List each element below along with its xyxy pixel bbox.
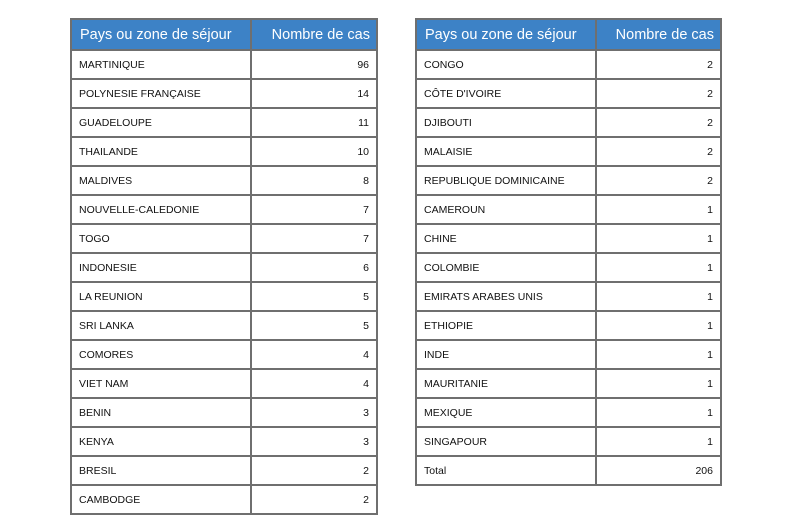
country-cell: REPUBLIQUE DOMINICAINE xyxy=(416,166,596,195)
count-cell: 3 xyxy=(251,398,377,427)
cases-table-left xyxy=(70,18,378,515)
table-row xyxy=(71,224,377,253)
table-row xyxy=(71,108,377,137)
column-header-country: Pays ou zone de séjour xyxy=(416,19,596,50)
column-header-country: Pays ou zone de séjour xyxy=(71,19,251,50)
table-row xyxy=(416,50,721,79)
table-row xyxy=(71,485,377,514)
table-row xyxy=(71,340,377,369)
table-row xyxy=(416,166,721,195)
count-cell: 4 xyxy=(251,369,377,398)
country-cell: MEXIQUE xyxy=(416,398,596,427)
country-cell: SRI LANKA xyxy=(71,311,251,340)
country-cell: SINGAPOUR xyxy=(416,427,596,456)
country-cell: ETHIOPIE xyxy=(416,311,596,340)
table-row xyxy=(71,166,377,195)
table-row xyxy=(416,282,721,311)
count-cell: 5 xyxy=(251,311,377,340)
table-row xyxy=(416,340,721,369)
country-cell: EMIRATS ARABES UNIS xyxy=(416,282,596,311)
table-row xyxy=(71,195,377,224)
table-row xyxy=(416,224,721,253)
table-row xyxy=(71,427,377,456)
table-row xyxy=(71,253,377,282)
table-row xyxy=(416,108,721,137)
country-cell: THAILANDE xyxy=(71,137,251,166)
country-cell: MALDIVES xyxy=(71,166,251,195)
country-cell: KENYA xyxy=(71,427,251,456)
count-cell: 1 xyxy=(596,224,721,253)
country-cell: TOGO xyxy=(71,224,251,253)
count-cell: 10 xyxy=(251,137,377,166)
table-row xyxy=(71,79,377,108)
count-cell: 1 xyxy=(596,398,721,427)
count-cell: 4 xyxy=(251,340,377,369)
total-label: Total xyxy=(416,456,596,485)
count-cell: 7 xyxy=(251,195,377,224)
table-row xyxy=(416,253,721,282)
country-cell: CAMEROUN xyxy=(416,195,596,224)
table-row xyxy=(71,282,377,311)
count-cell: 1 xyxy=(596,369,721,398)
total-value: 206 xyxy=(596,456,721,485)
country-cell: MAURITANIE xyxy=(416,369,596,398)
country-cell: BRESIL xyxy=(71,456,251,485)
table-row xyxy=(71,456,377,485)
column-header-count: Nombre de cas xyxy=(251,19,377,50)
column-header-count: Nombre de cas xyxy=(596,19,721,50)
country-cell: MALAISIE xyxy=(416,137,596,166)
country-cell: INDONESIE xyxy=(71,253,251,282)
country-cell: LA REUNION xyxy=(71,282,251,311)
country-cell: POLYNESIE FRANÇAISE xyxy=(71,79,251,108)
table-row xyxy=(416,427,721,456)
table-header-row xyxy=(416,19,721,50)
country-cell: COMORES xyxy=(71,340,251,369)
country-cell: DJIBOUTI xyxy=(416,108,596,137)
country-cell: BENIN xyxy=(71,398,251,427)
table-row xyxy=(416,195,721,224)
table-row xyxy=(71,369,377,398)
count-cell: 5 xyxy=(251,282,377,311)
country-cell: CHINE xyxy=(416,224,596,253)
count-cell: 1 xyxy=(596,427,721,456)
table-row xyxy=(416,137,721,166)
count-cell: 96 xyxy=(251,50,377,79)
table-row xyxy=(416,79,721,108)
country-cell: GUADELOUPE xyxy=(71,108,251,137)
count-cell: 11 xyxy=(251,108,377,137)
count-cell: 1 xyxy=(596,195,721,224)
count-cell: 1 xyxy=(596,340,721,369)
count-cell: 2 xyxy=(596,50,721,79)
table-row xyxy=(71,50,377,79)
cases-table-right xyxy=(415,18,722,486)
count-cell: 2 xyxy=(596,166,721,195)
country-cell: MARTINIQUE xyxy=(71,50,251,79)
count-cell: 2 xyxy=(251,485,377,514)
count-cell: 1 xyxy=(596,282,721,311)
count-cell: 3 xyxy=(251,427,377,456)
table-row xyxy=(416,369,721,398)
count-cell: 2 xyxy=(596,79,721,108)
table-body xyxy=(71,50,377,514)
country-cell: CAMBODGE xyxy=(71,485,251,514)
table-row xyxy=(71,398,377,427)
total-row xyxy=(416,456,721,485)
count-cell: 2 xyxy=(596,108,721,137)
table-row xyxy=(416,398,721,427)
count-cell: 8 xyxy=(251,166,377,195)
count-cell: 2 xyxy=(596,137,721,166)
country-cell: NOUVELLE-CALEDONIE xyxy=(71,195,251,224)
count-cell: 1 xyxy=(596,253,721,282)
country-cell: COLOMBIE xyxy=(416,253,596,282)
country-cell: CONGO xyxy=(416,50,596,79)
count-cell: 2 xyxy=(251,456,377,485)
count-cell: 6 xyxy=(251,253,377,282)
table-row xyxy=(71,137,377,166)
count-cell: 1 xyxy=(596,311,721,340)
country-cell: INDE xyxy=(416,340,596,369)
table-row xyxy=(416,311,721,340)
table-row xyxy=(71,311,377,340)
count-cell: 7 xyxy=(251,224,377,253)
country-cell: CÔTE D'IVOIRE xyxy=(416,79,596,108)
table-header-row xyxy=(71,19,377,50)
country-cell: VIET NAM xyxy=(71,369,251,398)
table-body xyxy=(416,50,721,485)
count-cell: 14 xyxy=(251,79,377,108)
